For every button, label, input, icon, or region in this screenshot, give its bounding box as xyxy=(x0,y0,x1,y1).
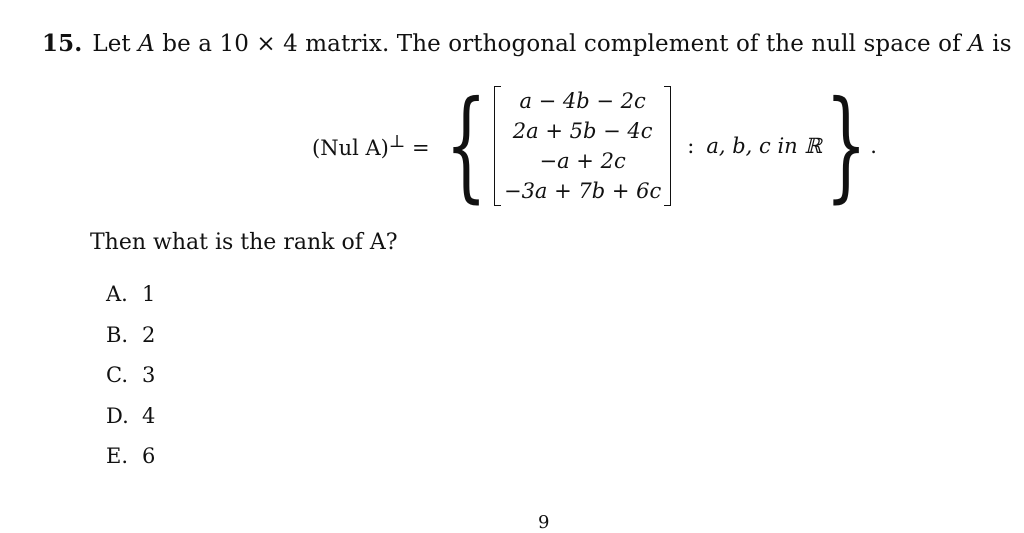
set-condition xyxy=(687,134,822,158)
choice-letter: B. xyxy=(106,322,129,347)
choice-letter: C. xyxy=(106,363,128,387)
problem-number: 15. xyxy=(42,30,83,57)
choice-value: 6 xyxy=(142,444,156,468)
stem-matrix-symbol-2: A xyxy=(968,31,985,57)
stem-text-3: is xyxy=(984,31,1012,57)
choice-value: 4 xyxy=(142,403,156,428)
left-set-brace: { xyxy=(444,76,487,215)
answer-choice-b[interactable] xyxy=(106,322,155,363)
vector-entry: −a + 2c xyxy=(539,149,626,173)
equation-period: . xyxy=(870,134,877,158)
stem-text-2: be a 10 × 4 matrix. The orthogonal complement of the null space of xyxy=(154,31,969,57)
vector-entries xyxy=(504,86,661,206)
answer-choice-d[interactable] xyxy=(106,403,155,444)
equals-sign: = xyxy=(412,136,430,160)
stem-text-1: Let xyxy=(92,31,139,57)
condition-text: a, b, c in ℝ xyxy=(706,134,822,158)
answer-choice-a[interactable] xyxy=(106,281,155,322)
choice-letter: D. xyxy=(106,403,129,428)
condition-colon: : xyxy=(687,134,695,158)
nul-a-label: (Nul A) xyxy=(312,136,389,160)
right-set-brace: } xyxy=(825,76,868,215)
page-number: 9 xyxy=(538,512,550,533)
vector-entry: a − 4b − 2c xyxy=(519,89,646,113)
complement-equation xyxy=(312,76,877,215)
choice-letter: A. xyxy=(106,282,128,306)
equation-lhs xyxy=(312,132,430,160)
choice-value: 1 xyxy=(142,282,156,306)
answer-choice-e[interactable] xyxy=(106,443,155,484)
choice-value: 3 xyxy=(142,363,156,387)
stem-matrix-symbol-1: A xyxy=(138,31,155,57)
choice-value: 2 xyxy=(142,322,156,347)
vector-entry: −3a + 7b + 6c xyxy=(503,179,662,203)
perp-superscript: ⊥ xyxy=(388,132,406,152)
vector-entry: 2a + 5b − 4c xyxy=(512,119,653,143)
answer-choice-c[interactable] xyxy=(106,362,155,403)
column-vector xyxy=(494,86,671,206)
answer-choices xyxy=(106,281,155,484)
question-text: Then what is the rank of A? xyxy=(90,230,398,255)
choice-letter: E. xyxy=(106,444,129,468)
problem-statement xyxy=(42,30,1012,57)
